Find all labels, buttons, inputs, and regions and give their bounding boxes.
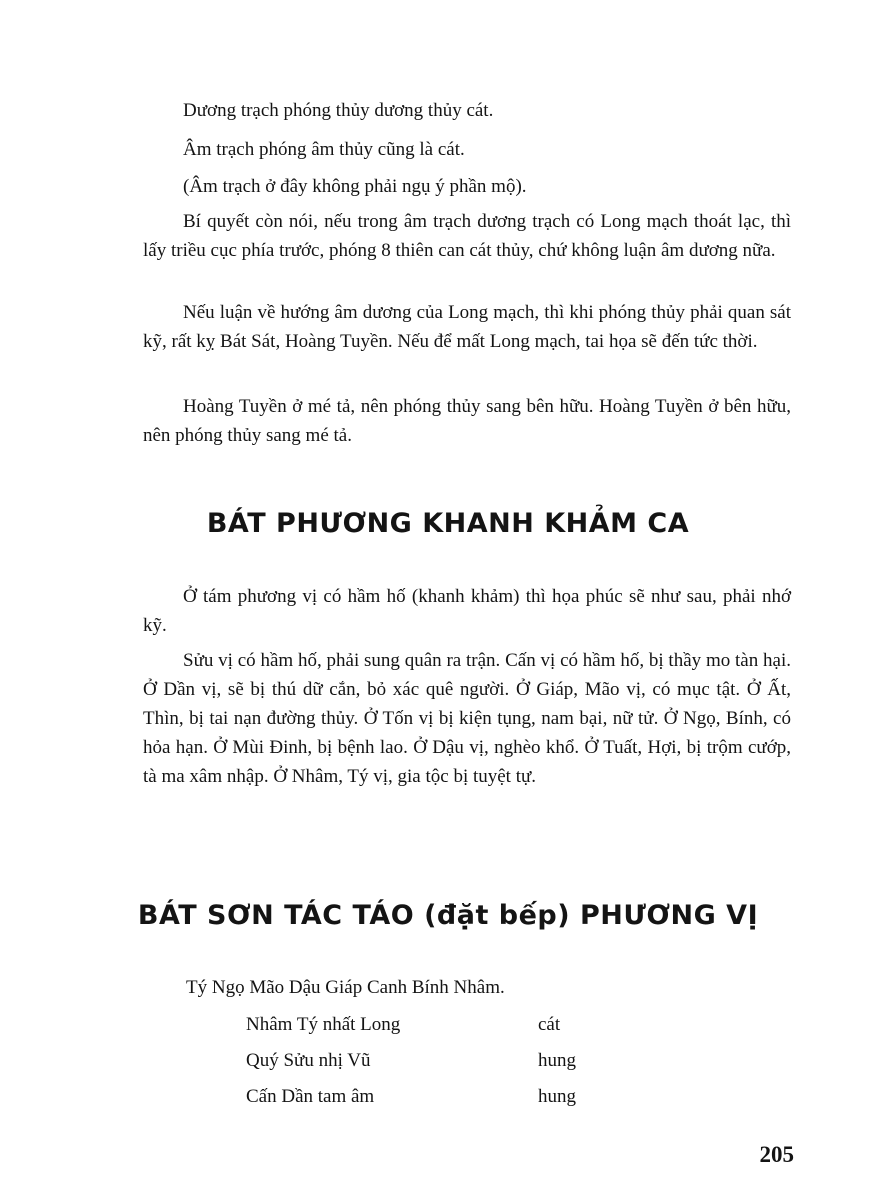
- section-heading: BÁT PHƯƠNG KHANH KHẢM CA: [206, 508, 690, 539]
- row-result: hung: [538, 1086, 576, 1107]
- paragraph: Sửu vị có hầm hố, phải sung quân ra trận. Cấn vị có hầm hố, bị thầy mo tàn hại. Ở Dần vị, sẽ bị thú dữ cắn, bỏ xác quê người. Ở Giáp, Mão vị, có mục tật. Ở Ất, Thìn, bị tai nạn đường thủy. Ở Tốn vị bị kiện tụng, nam bại, nữ tử. Ở Ngọ, Bính, có hỏa hạn. Ở Mùi Đinh, bị bệnh lao. Ở Dậu vị, nghèo khổ. Ở Tuất, Hợi, bị trộm cướp, tà ma xâm nhập. Ở Nhâm, Tý vị, gia tộc bị tuyệt tự.: [143, 650, 791, 787]
- paragraph: Ở tám phương vị có hầm hố (khanh khảm) thì họa phúc sẽ như sau, phải nhớ kỹ.: [143, 586, 791, 636]
- section-heading: BÁT SƠN TÁC TÁO (đặt bếp) PHƯƠNG VỊ: [137, 900, 759, 931]
- paragraph: Hoàng Tuyền ở mé tả, nên phóng thủy sang bên hữu. Hoàng Tuyền ở bên hữu, nên phóng thủy sang mé tả.: [143, 396, 791, 446]
- row-result: cát: [538, 1014, 561, 1035]
- row-name: Nhâm Tý nhất Long: [246, 1014, 401, 1035]
- table-row: [246, 1046, 646, 1075]
- text-line: Dương trạch phóng thủy dương thủy cát.: [183, 100, 494, 121]
- intro-line: Tý Ngọ Mão Dậu Giáp Canh Bính Nhâm.: [186, 977, 505, 998]
- page-number: 205: [759, 1142, 794, 1167]
- row-name: Quý Sửu nhị Vũ: [246, 1050, 371, 1071]
- text-line: (Âm trạch ở đây không phải ngụ ý phần mộ).: [183, 176, 527, 197]
- paragraph: Bí quyết còn nói, nếu trong âm trạch dương trạch có Long mạch thoát lạc, thì lấy triều cục phía trước, phóng 8 thiên can cát thủy, chứ không luận âm dương nữa.: [143, 211, 791, 261]
- table-row: [246, 1082, 646, 1111]
- row-result: hung: [538, 1050, 576, 1071]
- paragraph: Nếu luận về hướng âm dương của Long mạch, thì khi phóng thủy phải quan sát kỹ, rất kỵ Bát Sát, Hoàng Tuyền. Nếu để mất Long mạch, tai họa sẽ đến tức thời.: [143, 302, 791, 352]
- row-name: Cấn Dần tam âm: [246, 1086, 375, 1107]
- table-row: [246, 1010, 646, 1039]
- text-line: Âm trạch phóng âm thủy cũng là cát.: [183, 139, 465, 160]
